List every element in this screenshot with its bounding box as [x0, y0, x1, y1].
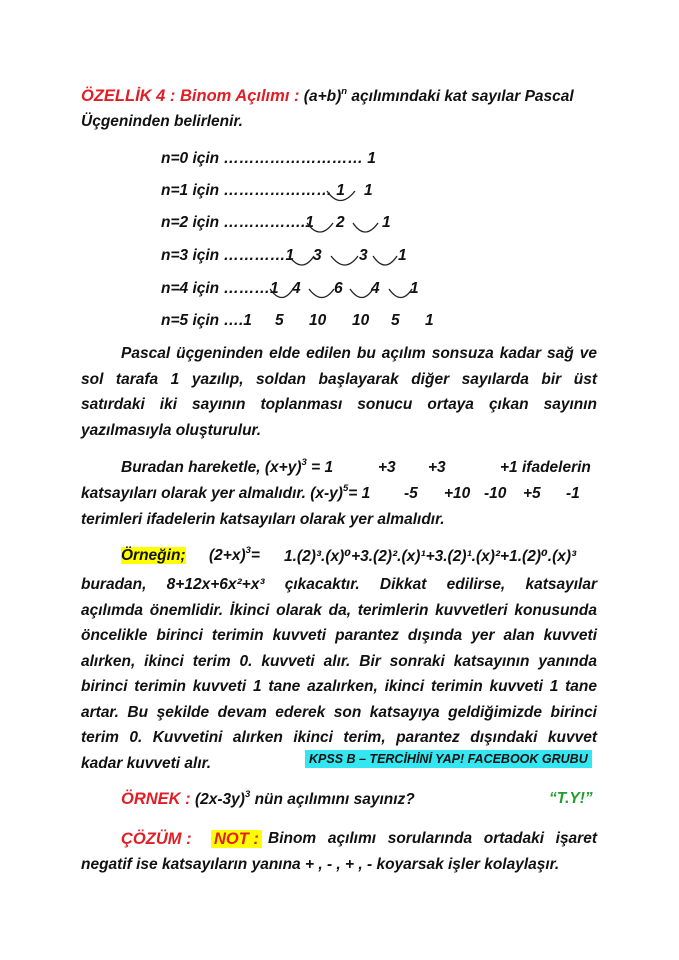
- facebook-group-banner: KPSS B – TERCİHİNİ YAP! FACEBOOK GRUBU: [305, 750, 592, 768]
- pascal-cell: 5: [275, 312, 284, 329]
- coef: +1 ifadelerin: [500, 459, 591, 476]
- coef: +10: [444, 485, 471, 502]
- coef: -1: [566, 485, 580, 502]
- pascal-cell: 6: [334, 280, 343, 297]
- arc: [389, 289, 412, 298]
- pascal-cell: 1: [398, 247, 407, 264]
- pascal-row-1: n=1 için ………………… 1: [161, 182, 345, 199]
- arc: [309, 289, 334, 298]
- arc: [331, 256, 358, 265]
- pascal-cell: 5: [391, 312, 400, 329]
- ty-label: “T.Y!”: [549, 790, 593, 807]
- pascal-cell: 2: [336, 214, 345, 231]
- arc: [289, 256, 314, 265]
- binomial-expression: $(a+b)^n$: [303, 86, 348, 105]
- pascal-cell: 1: [382, 214, 391, 231]
- coef: -5: [404, 485, 418, 502]
- arc: [270, 289, 293, 298]
- pascal-cell: 4: [292, 280, 301, 297]
- pascal-row-0: n=0 için ……………………… 1: [161, 150, 376, 167]
- property-title: ÖZELLİK 4 : Binom Açılımı :: [81, 87, 300, 105]
- example2-expression: $(2x-3y)^3$: [194, 789, 251, 808]
- pascal-cell: 10: [352, 312, 370, 329]
- arc: [327, 191, 355, 201]
- heading-line-2: Üçgeninden belirlenir.: [81, 113, 243, 130]
- pascal-row-5: n=5 için ….1: [161, 312, 252, 329]
- pascal-cell: 3: [313, 247, 322, 264]
- example-label: Örneğin;: [121, 547, 186, 564]
- arc: [350, 289, 373, 298]
- example-result-line: buradan, 8+12x+6x²+x³ çıkacaktır. Dikkat edilirse, katsayılar: [81, 576, 597, 593]
- pascal-cell: 1: [425, 312, 434, 329]
- example2-line: ÖRNEK : $(2x-3y)^3$ nün açılımını sayınız?: [121, 789, 415, 808]
- arc: [373, 256, 397, 265]
- para2-line-1: Buradan hareketle, $(x+y)^3 = 1$: [121, 457, 334, 476]
- solution-line-2: negatif ise katsayıların yanına + , - , + , - koyarsak işler kolaylaşır.: [81, 856, 560, 873]
- example2-label: ÖRNEK :: [121, 790, 191, 808]
- example-expansion: 1.(2)³.(x)⁰+3.(2)².(x)¹+3.(2)¹.(x)²+1.(2)⁰.(x)³: [284, 548, 577, 565]
- pascal-row-2: n=2 için …………….1: [161, 214, 314, 231]
- pascal-cell: 1: [410, 280, 419, 297]
- pascal-cell: 10: [309, 312, 327, 329]
- pascal-cell: 1: [364, 182, 373, 199]
- para2-line-2: katsayıları olarak yer almalıdır. $(x-y)^5= 1$: [81, 483, 371, 502]
- arc: [353, 223, 378, 232]
- coef: -10: [484, 485, 507, 502]
- paragraph-example-explanation: buradan, 8+12x+6x²+x³ çıkacaktır. Dikkat edilirse, katsayılar açılımda önemlidir. İkinci olarak da, terimlerin kuvvetleri konusunda öncelikle birinci terimin kuvveti parantez dışında yer alan kuvveti alırken, ikinci terim 0. kuvveti alır. Bir sonraki katsayının yanında birinci terimin kuvveti 1 tane azalırken, ikinci terimin kuvveti 1 tane artar. Bu şekilde devam ederek son katsayıya geldiğimizde birinci terim 0. Kuvvetini alırken ikinci terim, parantez dışındaki kuvvet kadar kuvveti alır.: [81, 572, 597, 776]
- coef: +5: [523, 485, 541, 502]
- example-expression: $(2+x)^3=$: [209, 545, 260, 564]
- pascal-row-3: n=3 için …………1: [161, 247, 295, 264]
- coef: +3: [378, 459, 396, 476]
- pascal-cell: 3: [359, 247, 368, 264]
- coef: +3: [428, 459, 446, 476]
- heading-text: açılımındaki kat sayılar Pascal: [351, 88, 574, 105]
- solution-line-1: Binom açılımı sorularında ortadaki işaret: [268, 830, 597, 847]
- note-label: NOT :: [211, 830, 262, 849]
- para2-line-3: terimleri ifadelerin katsayıları olarak yer almalıdır.: [81, 511, 445, 528]
- paragraph-pascal-explanation: Pascal üçgeninden elde edilen bu açılım sonsuza kadar sağ ve sol tarafa 1 yazılıp, soldan başlayarak diğer sayılarda bir üst satırdaki iki sayının toplanması sonucu ortaya çıkan sayının yazılmasıyla oluşturulur.: [81, 345, 597, 439]
- pascal-cell: 4: [371, 280, 380, 297]
- solution-label: ÇÖZÜM :: [121, 830, 192, 848]
- pascal-row-4: n=4 için ………1: [161, 280, 279, 297]
- arc: [307, 223, 333, 232]
